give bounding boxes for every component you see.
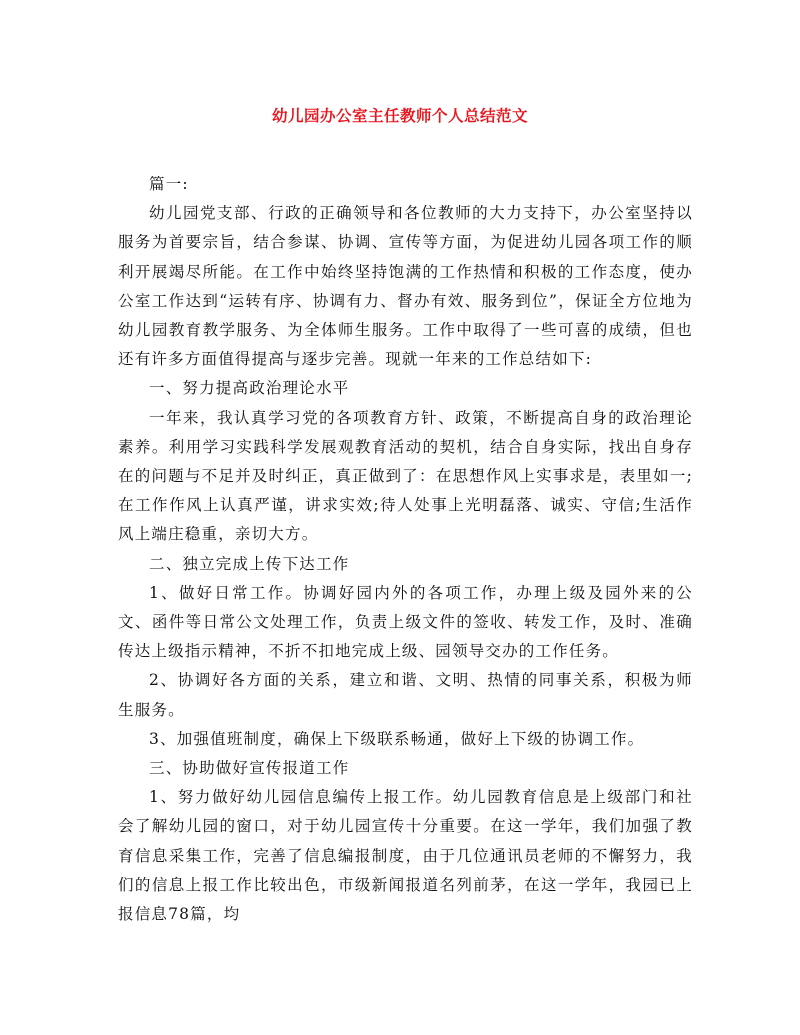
section-label: 篇一: <box>149 175 189 193</box>
body-paragraph: 一年来，我认真学习党的各项教育方针、政策，不断提高自身的政治理论素养。利用学习实践科学发展观教育活动的契机，结合自身实际，找出自身存在的问题与不足并及时纠正，真正做到了：在思想作风上实事求是，表里如一;在工作作风上认真严谨，讲求实效;待人处事上光明磊落、诚实、守信;生活作风上端庄稳重，亲切大方。 <box>118 408 693 544</box>
body-paragraph: 1、做好日常工作。协调好园内外的各项工作，办理上级及园外来的公文、函件等日常公文处理工作，负责上级文件的签收、转发工作，及时、准确传达上级指示精神，不折不扣地完成上级、园领导交办的工作任务。 <box>118 583 693 661</box>
body-paragraph: 3、加强值班制度，确保上下级联系畅通，做好上下级的协调工作。 <box>149 729 645 748</box>
body-paragraph: 1、努力做好幼儿园信息编传上报工作。幼儿园教育信息是上级部门和社会了解幼儿园的窗口，对于幼儿园宣传十分重要。在这一学年，我们加强了教育信息采集工作，完善了信息编报制度，由于几位通讯员老师的不懈努力，我们的信息上报工作比较出色，市级新闻报道名列前茅，在这一学年，我园已上报信息78篇，均 <box>118 788 693 924</box>
body-paragraph: 2、协调好各方面的关系，建立和谐、文明、热情的同事关系，积极为师生服务。 <box>118 671 693 719</box>
document-body <box>118 170 693 929</box>
body-paragraph: 幼儿园党支部、行政的正确领导和各位教师的大力支持下，办公室坚持以服务为首要宗旨，结合参谋、协调、宣传等方面，为促进幼儿园各项工作的顺利开展竭尽所能。在工作中始终坚持饱满的工作热情和积极的工作态度，使办公室工作达到“运转有序、协调有力、督办有效、服务到位”，保证全方位地为幼儿园教育教学服务、为全体师生服务。工作中取得了一些可喜的成绩，但也还有许多方面值得提高与逐步完善。现就一年来的工作总结如下: <box>118 204 693 369</box>
document-title: 幼儿园办公室主任教师个人总结范文 <box>271 106 528 125</box>
section-heading: 三、协助做好宣传报道工作 <box>149 759 350 778</box>
section-heading: 二、独立完成上传下达工作 <box>149 554 350 573</box>
section-heading: 一、努力提高政治理论水平 <box>149 379 350 398</box>
